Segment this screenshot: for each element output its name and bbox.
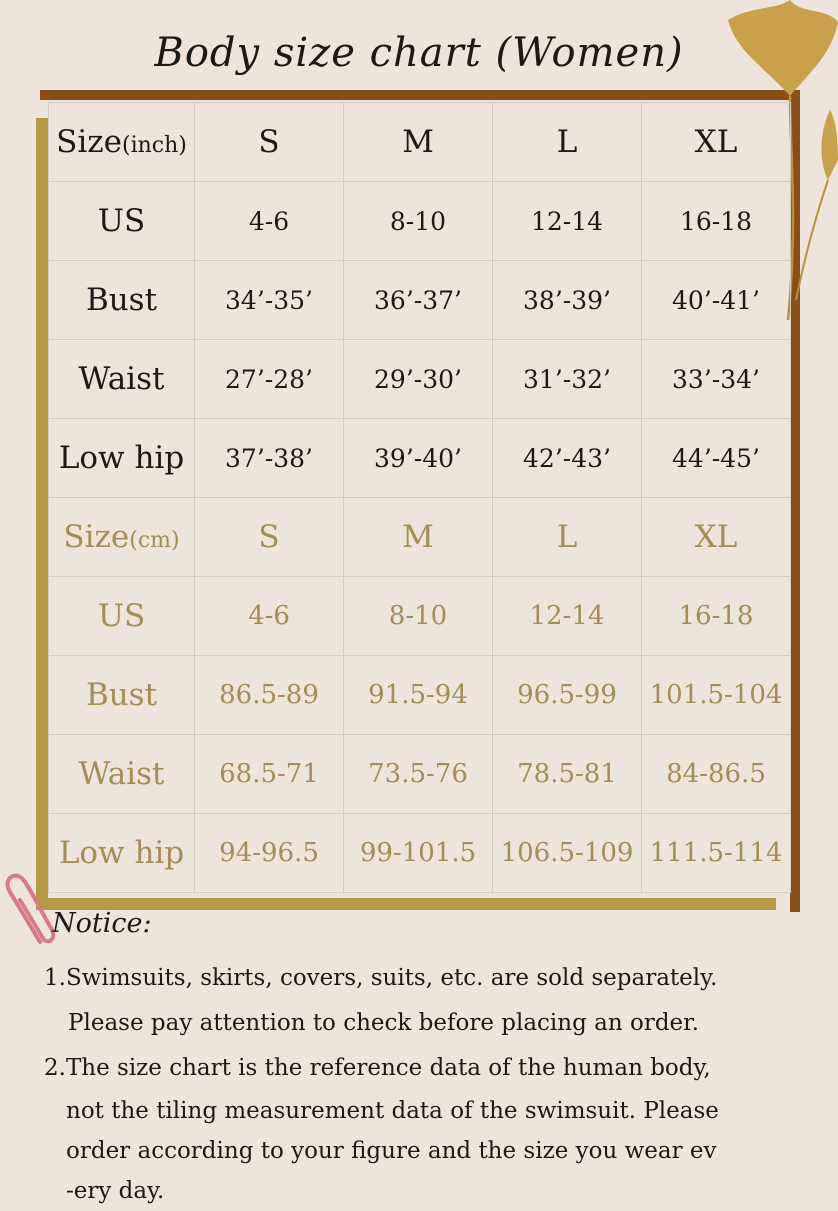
notice-line: order according to your figure and the size you wear ev — [66, 1138, 717, 1164]
table-cell: 16-18 — [642, 182, 791, 261]
inch-waist-row — [49, 340, 791, 419]
page-title: Body size chart (Women) — [154, 30, 684, 76]
frame-left-bar — [36, 118, 48, 908]
inch-size-label: Size(inch) — [49, 103, 195, 182]
table-cell: 40’-41’ — [642, 261, 791, 340]
cm-header-row — [49, 498, 791, 577]
table-cell: 42’-43’ — [493, 419, 642, 498]
table-cell: 34’-35’ — [195, 261, 344, 340]
table-cell: 37’-38’ — [195, 419, 344, 498]
frame-top-bar — [40, 90, 800, 100]
paperclip-icon — [0, 870, 60, 950]
table-cell: 84-86.5 — [642, 735, 791, 814]
row-label: US — [49, 182, 195, 261]
size-m: M — [344, 103, 493, 182]
size-s: S — [195, 103, 344, 182]
row-label: US — [49, 577, 195, 656]
size-xl: XL — [642, 498, 791, 577]
cm-low-hip-row — [49, 814, 791, 893]
table-cell: 16-18 — [642, 577, 791, 656]
table-cell: 36’-37’ — [344, 261, 493, 340]
row-label: Bust — [49, 656, 195, 735]
notice-line: 1.Swimsuits, skirts, covers, suits, etc. are sold separately. — [44, 965, 718, 991]
table-cell: 8-10 — [344, 577, 493, 656]
cm-waist-row — [49, 735, 791, 814]
table-cell: 4-6 — [195, 182, 344, 261]
table-cell: 12-14 — [493, 577, 642, 656]
table-cell: 73.5-76 — [344, 735, 493, 814]
row-label: Low hip — [49, 419, 195, 498]
table-cell: 38’-39’ — [493, 261, 642, 340]
table-cell: 78.5-81 — [493, 735, 642, 814]
size-m: M — [344, 498, 493, 577]
table-cell: 94-96.5 — [195, 814, 344, 893]
cm-bust-row — [49, 656, 791, 735]
size-xl: XL — [642, 103, 791, 182]
inch-us-row — [49, 182, 791, 261]
cm-size-label: Size(cm) — [49, 498, 195, 577]
table-cell: 111.5-114 — [642, 814, 791, 893]
notice-line: not the tiling measurement data of the swimsuit. Please — [66, 1098, 719, 1124]
size-chart-table — [48, 102, 791, 893]
notice-line: -ery day. — [66, 1178, 165, 1204]
inch-bust-row — [49, 261, 791, 340]
cm-us-row — [49, 577, 791, 656]
table-cell: 12-14 — [493, 182, 642, 261]
size-l: L — [493, 498, 642, 577]
table-cell: 86.5-89 — [195, 656, 344, 735]
notice-text — [44, 956, 824, 1211]
row-label: Waist — [49, 340, 195, 419]
table-cell: 106.5-109 — [493, 814, 642, 893]
table-cell: 8-10 — [344, 182, 493, 261]
table-cell: 101.5-104 — [642, 656, 791, 735]
notice-line: Please pay attention to check before placing an order. — [68, 1010, 699, 1036]
size-l: L — [493, 103, 642, 182]
notice-title: Notice: — [52, 908, 152, 939]
inch-low-hip-row — [49, 419, 791, 498]
table-cell: 4-6 — [195, 577, 344, 656]
row-label: Low hip — [49, 814, 195, 893]
table-cell: 27’-28’ — [195, 340, 344, 419]
size-s: S — [195, 498, 344, 577]
notice-line: 2.The size chart is the reference data of the human body, — [44, 1055, 711, 1081]
inch-header-row — [49, 103, 791, 182]
table-cell: 96.5-99 — [493, 656, 642, 735]
table-cell: 91.5-94 — [344, 656, 493, 735]
table-cell: 68.5-71 — [195, 735, 344, 814]
table-cell: 33’-34’ — [642, 340, 791, 419]
table-cell: 99-101.5 — [344, 814, 493, 893]
table-cell: 39’-40’ — [344, 419, 493, 498]
row-label: Waist — [49, 735, 195, 814]
table-cell: 29’-30’ — [344, 340, 493, 419]
table-cell: 44’-45’ — [642, 419, 791, 498]
table-cell: 31’-32’ — [493, 340, 642, 419]
row-label: Bust — [49, 261, 195, 340]
